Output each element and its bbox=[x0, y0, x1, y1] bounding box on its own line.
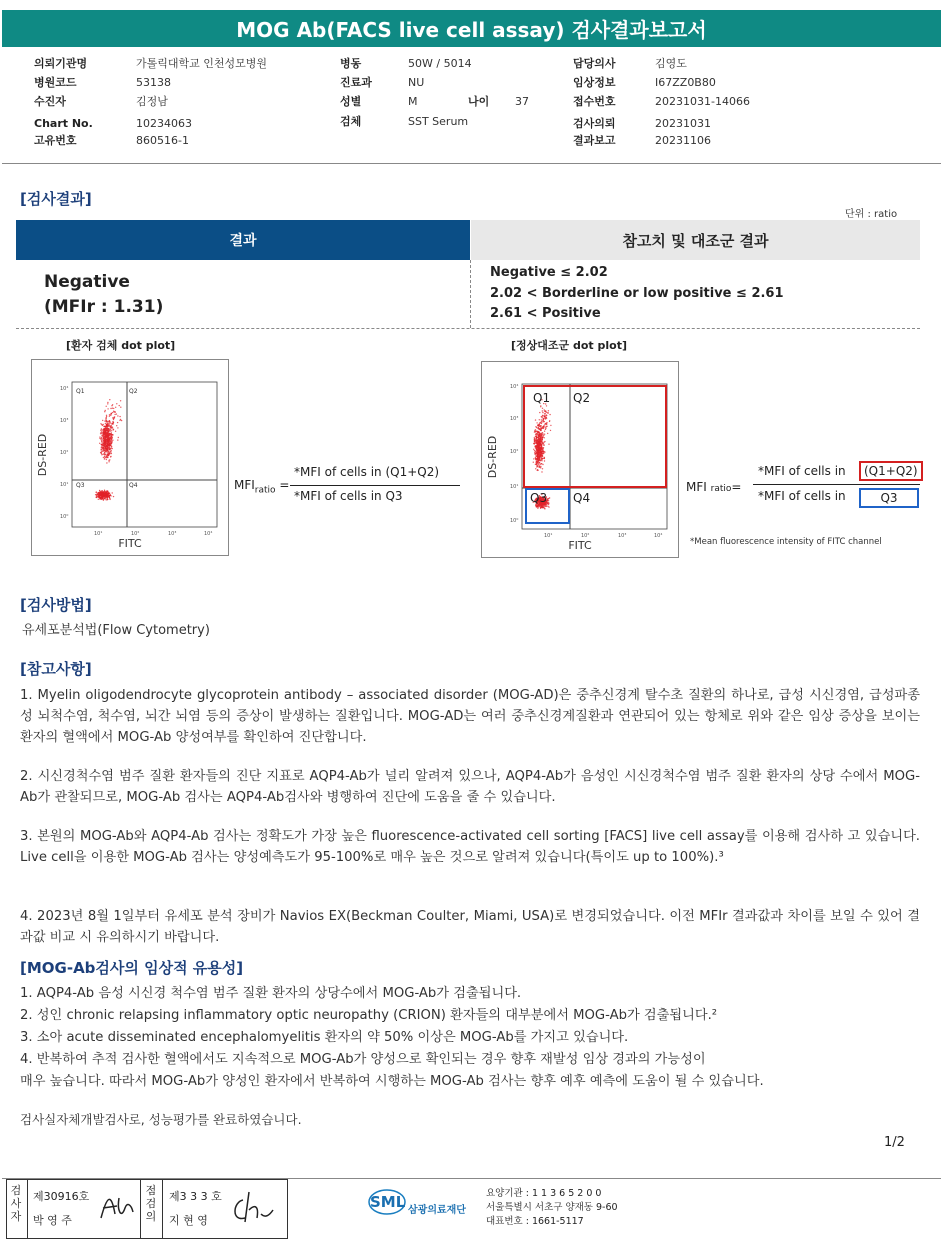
reviewer-license: 제3 3 3 호 bbox=[169, 1190, 222, 1203]
svg-text:10⁴: 10⁴ bbox=[654, 533, 663, 539]
clinical-item-4-cont: 매우 높습니다. 따라서 MOG-Ab가 양성인 환자에서 반복하여 시행하는 MOG-Ab 검사는 향후 예후 예측에 도움이 될 수 있습니다. bbox=[20, 1074, 764, 1089]
value-unique-no: 860516-1 bbox=[136, 134, 189, 147]
note-item-1: 1. Myelin oligodendrocyte glycoprotein antibody – associated disorder (MOG-AD)은 중추신경계 탈수초 질환의 하나로, 급성 시신경염, 급성파종성 뇌척수염, 척수염, 뇌간 뇌염 등의 증상이 발생하는 질환입니다. MOG-AD는 여러 중추신경계질환과 연관되어 있는 항체로 위와 같은 임상 증상을 보이는 환자의 혈액에서 MOG-Ab 양성여부를 확인하여 진단합니다. bbox=[20, 688, 920, 745]
control-formula-eq: = bbox=[731, 480, 742, 494]
reference-negative: Negative ≤ 2.02 bbox=[490, 265, 608, 280]
note-item-2: 2. 시신경척수염 범주 질환 환자들의 진단 지표로 AQP4-Ab가 널리 알려져 있으나, AQP4-Ab가 음성인 시신경척수염 범주 질환 환자의 상당 수에서 MOG-Ab가 관찰되므로, MOG-Ab 검사는 AQP4-Ab검사와 병행하여 진단에 도움을 줄 수 있습니다. bbox=[20, 769, 920, 805]
reference-header: 참고치 및 대조군 결과 bbox=[471, 220, 920, 260]
clinical-title: [MOG-Ab검사의 임상적 유용성] bbox=[20, 959, 244, 977]
care-code: 요양기관 : 1 1 3 6 5 2 0 0 bbox=[486, 1188, 602, 1199]
clinical-item-4: 4. 반복하여 추적 검사한 혈액에서도 지속적으로 MOG-Ab가 양성으로 확인되는 경우 향후 재발성 임상 경과의 가능성이 bbox=[20, 1052, 706, 1067]
svg-text:10¹: 10¹ bbox=[60, 482, 69, 488]
dashed-divider bbox=[16, 328, 920, 329]
patient-plot-svg bbox=[32, 360, 228, 555]
value-specimen: SST Serum bbox=[408, 115, 469, 128]
label-ward: 병동 bbox=[340, 57, 362, 70]
method-text: 유세포분석법(Flow Cytometry) bbox=[22, 623, 210, 638]
label-doctor: 담당의사 bbox=[573, 57, 616, 70]
control-fraction-bar bbox=[753, 484, 920, 485]
label-age: 나이 bbox=[468, 95, 490, 108]
value-age: 37 bbox=[515, 95, 529, 108]
reviewer-name: 지 현 영 bbox=[169, 1214, 208, 1227]
label-institution: 의뢰기관명 bbox=[34, 57, 88, 70]
mfi-footnote: *Mean fluorescence intensity of FITC channel bbox=[690, 537, 882, 547]
patient-ylabel: DS-RED bbox=[36, 433, 49, 477]
value-receipt-no: 20231031-14066 bbox=[655, 95, 750, 108]
result-value: Negative bbox=[44, 272, 130, 292]
patient-q3-label: Q3 bbox=[76, 482, 85, 489]
value-department: NU bbox=[408, 76, 425, 89]
svg-text:10²: 10² bbox=[581, 533, 590, 539]
value-patient: 김정남 bbox=[136, 95, 168, 108]
control-dot-plot bbox=[481, 361, 679, 558]
page-number: 1/2 bbox=[884, 1135, 905, 1150]
svg-text:10³: 10³ bbox=[60, 418, 69, 424]
inspector-label: 검사자 bbox=[10, 1184, 22, 1223]
table-separator bbox=[470, 260, 471, 328]
patient-fraction-bar bbox=[290, 485, 460, 486]
notes-title: [참고사항] bbox=[20, 660, 92, 678]
patient-dot-plot bbox=[31, 359, 229, 556]
control-formula-lhs: MFI bbox=[686, 480, 707, 494]
label-chart-no: Chart No. bbox=[34, 117, 93, 130]
svg-text:10³: 10³ bbox=[510, 416, 519, 422]
svg-text:10¹: 10¹ bbox=[94, 531, 103, 537]
org-phone: 대표번호 : 1661-5117 bbox=[486, 1216, 584, 1227]
signature-stamp bbox=[6, 1179, 288, 1239]
svg-text:10²: 10² bbox=[510, 449, 519, 455]
patient-dots bbox=[95, 399, 122, 501]
value-institution: 가톨릭대학교 인천성모병원 bbox=[136, 57, 268, 70]
svg-text:10³: 10³ bbox=[618, 533, 627, 539]
method-title: [검사방법] bbox=[20, 596, 92, 614]
patient-formula bbox=[234, 478, 289, 495]
patient-denominator: *MFI of cells in Q3 bbox=[294, 489, 403, 503]
svg-text:10²: 10² bbox=[60, 450, 69, 456]
control-q2-label: Q2 bbox=[573, 391, 591, 405]
reference-positive: 2.61 < Positive bbox=[490, 306, 601, 321]
svg-text:10⁴: 10⁴ bbox=[60, 386, 69, 392]
report-title: MOG Ab(FACS live cell assay) 검사결과보고서 bbox=[2, 10, 941, 47]
validation-text: 검사실자체개발검사로, 성능평가를 완료하였습니다. bbox=[20, 1112, 302, 1127]
label-patient: 수진자 bbox=[34, 95, 66, 108]
label-specimen: 검체 bbox=[340, 115, 362, 128]
label-sex: 성별 bbox=[340, 95, 362, 108]
control-plot-svg bbox=[482, 362, 678, 557]
label-hospital-code: 병원코드 bbox=[34, 76, 77, 89]
unit-label: 단위 : ratio bbox=[845, 209, 898, 220]
value-hospital-code: 53138 bbox=[136, 76, 171, 89]
inspector-signature bbox=[97, 1190, 137, 1226]
control-ylabel: DS-RED bbox=[486, 435, 499, 479]
value-sex: M bbox=[408, 95, 418, 108]
org-address: 서울특별시 서초구 양재동 9-60 bbox=[486, 1202, 618, 1213]
value-doctor: 김영도 bbox=[655, 57, 687, 70]
svg-text:10³: 10³ bbox=[168, 531, 177, 537]
svg-text:10⁰: 10⁰ bbox=[510, 518, 519, 524]
note-item-4: 4. 2023년 8월 1일부터 유세포 분석 장비가 Navios EX(Beckman Coulter, Miami, USA)로 변경되었습니다. 이전 MFIr 결과값과 차이를 보일 수 있어 결과값 비교 시 유의하시기 바랍니다. bbox=[20, 909, 920, 945]
results-section-title: [검사결과] bbox=[20, 190, 92, 208]
control-q1-label: Q1 bbox=[533, 391, 551, 405]
patient-formula-eq: = bbox=[279, 478, 290, 492]
sml-logo-text: SML bbox=[370, 1193, 406, 1211]
control-formula bbox=[686, 480, 741, 494]
clinical-item-2: 2. 성인 chronic relapsing inflammatory optic neuropathy (CRION) 환자들의 대부분에서 MOG-Ab가 검출됩니다.² bbox=[20, 1008, 718, 1023]
svg-text:10⁴: 10⁴ bbox=[204, 531, 213, 537]
label-clinical-info: 임상정보 bbox=[573, 76, 616, 89]
label-department: 진료과 bbox=[340, 76, 372, 89]
label-receipt-no: 접수번호 bbox=[573, 95, 616, 108]
footer bbox=[2, 1178, 941, 1238]
value-clinical-info: I67ZZ0B80 bbox=[655, 76, 716, 89]
svg-text:10²: 10² bbox=[131, 531, 140, 537]
control-denominator-text: *MFI of cells in bbox=[758, 489, 846, 503]
patient-formula-sub: ratio bbox=[254, 485, 276, 496]
sml-logo bbox=[368, 1187, 478, 1219]
control-q4-label: Q4 bbox=[573, 491, 591, 505]
value-ward: 50W / 5014 bbox=[408, 57, 472, 70]
label-report-date: 결과보고 bbox=[573, 134, 616, 147]
reference-borderline: 2.02 < Borderline or low positive ≤ 2.61 bbox=[490, 286, 784, 301]
value-report-date: 20231106 bbox=[655, 134, 711, 147]
inspector-name: 박 영 주 bbox=[33, 1214, 72, 1227]
svg-text:10⁴: 10⁴ bbox=[510, 384, 519, 390]
patient-info bbox=[0, 0, 943, 160]
clinical-item-3: 3. 소아 acute disseminated encephalomyelitis 환자의 약 50% 이상은 MOG-Ab를 가지고 있습니다. bbox=[20, 1030, 629, 1045]
control-numerator-text: *MFI of cells in bbox=[758, 464, 846, 478]
svg-text:10⁰: 10⁰ bbox=[60, 514, 69, 520]
value-chart-no: 10234063 bbox=[136, 117, 192, 130]
label-request-date: 검사의뢰 bbox=[573, 117, 616, 130]
org-name: 삼광의료재단 bbox=[408, 1205, 466, 1216]
label-unique-no: 고유번호 bbox=[34, 134, 77, 147]
svg-text:10¹: 10¹ bbox=[510, 484, 519, 490]
control-xlabel: FITC bbox=[568, 539, 592, 552]
divider bbox=[2, 163, 941, 164]
control-denominator-boxed: Q3 bbox=[859, 488, 919, 508]
result-mfir: (MFIr : 1.31) bbox=[44, 297, 164, 317]
value-request-date: 20231031 bbox=[655, 117, 711, 130]
patient-q1-label: Q1 bbox=[76, 388, 85, 395]
control-numerator-boxed: (Q1+Q2) bbox=[859, 461, 923, 481]
control-plot-caption: [정상대조군 dot plot] bbox=[511, 339, 627, 352]
patient-formula-lhs: MFI bbox=[234, 478, 255, 492]
reviewer-signature bbox=[229, 1188, 275, 1228]
reviewer-label: 점검의 bbox=[145, 1184, 157, 1223]
patient-q4-label: Q4 bbox=[129, 482, 138, 489]
control-q3-label: Q3 bbox=[530, 491, 548, 505]
patient-plot-caption: [환자 검체 dot plot] bbox=[66, 339, 176, 352]
patient-q2-label: Q2 bbox=[129, 388, 138, 395]
patient-xlabel: FITC bbox=[118, 537, 142, 550]
svg-text:10¹: 10¹ bbox=[544, 533, 553, 539]
note-item-3: 3. 본원의 MOG-Ab와 AQP4-Ab 검사는 정확도가 가장 높은 fluorescence-activated cell sorting [FACS] live cell assay를 이용해 검사하 고 있습니다. Live cell을 이용한 MOG-Ab 검사는 양성예측도가 95-100%로 매우 높은 것으로 알려져 있습니다(특이도 up to 100%).³ bbox=[20, 829, 920, 865]
control-formula-sub: ratio bbox=[710, 484, 732, 494]
inspector-license: 제30916호 bbox=[33, 1190, 90, 1203]
result-header: 결과 bbox=[16, 220, 470, 260]
patient-numerator: *MFI of cells in (Q1+Q2) bbox=[294, 465, 440, 479]
clinical-item-1: 1. AQP4-Ab 음성 시신경 척수염 범주 질환 환자의 상당수에서 MOG-Ab가 검출됩니다. bbox=[20, 986, 522, 1001]
